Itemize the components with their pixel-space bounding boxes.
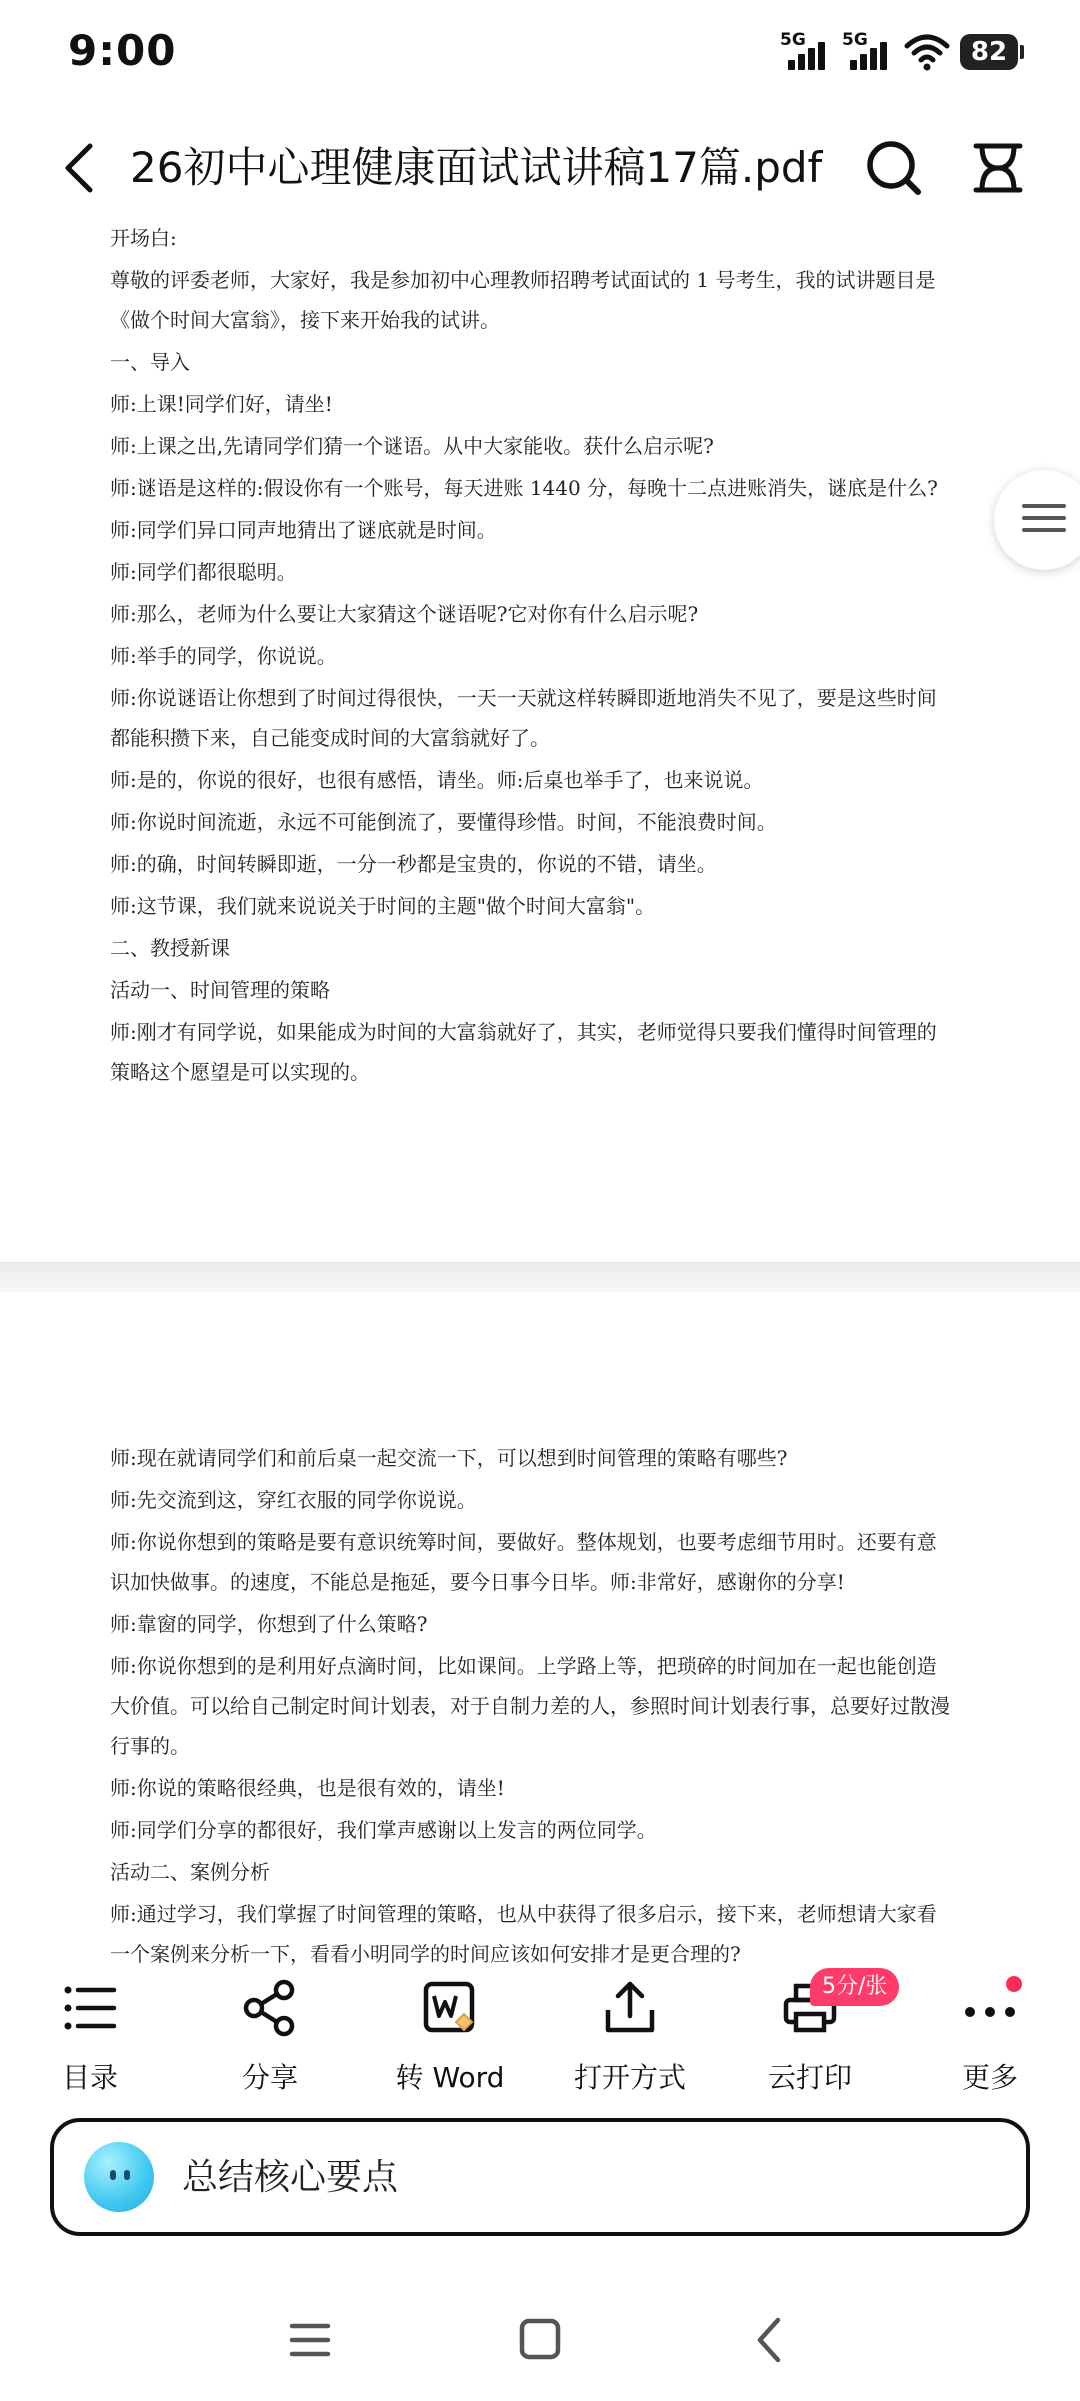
summarize-key-points-button[interactable] bbox=[50, 2118, 1030, 2236]
menu-lines-icon bbox=[1022, 504, 1066, 540]
toolbar-label: 分享 bbox=[241, 2061, 298, 2094]
system-nav-bar bbox=[0, 2290, 1080, 2390]
toolbar-contents-button[interactable] bbox=[0, 1960, 180, 2110]
network-type-label-2: 5G bbox=[842, 30, 868, 50]
status-time: 9:00 bbox=[68, 26, 177, 75]
search-icon[interactable] bbox=[862, 136, 926, 200]
paragraph: 师:你说谜语让你想到了时间过得很快，一天一天就这样转瞬即逝地消失不见了，要是这些时间都能积攒下来，自己能变成时间的大富翁就好了。 bbox=[110, 686, 937, 750]
paragraph: 师:你说你想到的是利用好点滴时间，比如课间。上学路上等，把琐碎的时间加在一起也能创造大价值。可以给自己制定时间计划表，对于自制力差的人，参照时间计划表行事，总要好过散漫行事的。 bbox=[110, 1654, 950, 1758]
cellular-signal-icon bbox=[780, 32, 832, 72]
paragraph: 尊敬的评委老师，大家好，我是参加初中心理教师招聘考试面试的 1 号考生，我的试讲题目是《做个时间大富翁》，接下来开始我的试讲。 bbox=[110, 268, 936, 332]
paragraph: 师:上课!同学们好，请坐! bbox=[110, 392, 333, 416]
network-type-label: 5G bbox=[780, 30, 806, 50]
paragraph: 师:你说时间流逝，永远不可能倒流了，要懂得珍惜。时间，不能浪费时间。 bbox=[110, 810, 777, 834]
paragraph: 活动一、时间管理的策略 bbox=[110, 978, 330, 1002]
status-indicators bbox=[780, 30, 1018, 74]
page-separator bbox=[0, 1262, 1080, 1292]
paragraph: 活动二、案例分析 bbox=[110, 1860, 270, 1884]
paragraph: 师:谜语是这样的:假设你有一个账号，每天进账 1440 分，每晚十二点进账消失，谜底是什么? bbox=[110, 476, 938, 500]
status-bar bbox=[0, 0, 1080, 110]
toolbar-label: 更多 bbox=[961, 2061, 1018, 2094]
paragraph: 师:是的，你说的很好，也很有感悟，请坐。师:后桌也举手了，也来说说。 bbox=[110, 768, 764, 792]
paragraph: 一、导入 bbox=[110, 350, 190, 374]
document-title: 26初中心理健康面试试讲稿17篇.pdf bbox=[130, 143, 823, 192]
paragraph: 师:这节课，我们就来说说关于时间的主题"做个时间大富翁"。 bbox=[110, 894, 656, 918]
cellular-signal-icon-2 bbox=[842, 32, 894, 72]
paragraph: 师:现在就请同学们和前后桌一起交流一下，可以想到时间管理的策略有哪些? bbox=[110, 1446, 788, 1470]
paragraph: 师:先交流到这，穿红衣服的同学你说说。 bbox=[110, 1488, 477, 1512]
print-price-badge: 5分/张 bbox=[810, 1968, 899, 2006]
list-icon bbox=[60, 1978, 120, 2038]
paragraph: 师:举手的同学，你说说。 bbox=[110, 644, 337, 668]
bottom-toolbar bbox=[0, 1960, 1080, 2110]
notification-dot bbox=[1006, 1976, 1022, 1992]
paragraph: 师:上课之出,先请同学们猜一个谜语。从中大家能收。获什么启示呢? bbox=[110, 434, 714, 458]
reading-mode-icon[interactable] bbox=[968, 138, 1028, 198]
toolbar-more-button[interactable] bbox=[900, 1960, 1080, 2110]
paragraph: 师:同学们都很聪明。 bbox=[110, 560, 297, 584]
battery-indicator: 82 bbox=[960, 34, 1018, 70]
paragraph: 师:通过学习，我们掌握了时间管理的策略，也从中获得了很多启示，接下来，老师想请大家看一个案例来分析一下，看看小明同学的时间应该如何安排才是更合理的? bbox=[110, 1902, 937, 1966]
side-menu-handle[interactable] bbox=[994, 470, 1080, 570]
home-icon[interactable] bbox=[510, 2312, 570, 2368]
pdf-page-2 bbox=[110, 1438, 950, 1976]
toolbar-convert-word-button[interactable] bbox=[360, 1960, 540, 2110]
recent-apps-icon[interactable] bbox=[280, 2312, 340, 2368]
paragraph: 师:同学们分享的都很好，我们掌声感谢以上发言的两位同学。 bbox=[110, 1818, 657, 1842]
paragraph: 师:你说你想到的策略是要有意识统筹时间，要做好。整体规划，也要考虑细节用时。还要有意识加快做事。的速度，不能总是拖延，要今日事今日毕。师:非常好，感谢你的分享! bbox=[110, 1530, 937, 1594]
wifi-icon bbox=[904, 32, 950, 72]
toolbar-label: 转 Word bbox=[395, 2061, 505, 2094]
paragraph: 师:那么，老师为什么要让大家猜这个谜语呢?它对你有什么启示呢? bbox=[110, 602, 699, 626]
paragraph: 二、教授新课 bbox=[110, 936, 230, 960]
nav-back-icon[interactable] bbox=[740, 2312, 800, 2368]
toolbar-label: 云打印 bbox=[767, 2061, 852, 2094]
paragraph: 师:你说的策略很经典，也是很有效的，请坐! bbox=[110, 1776, 505, 1800]
paragraph: 师:同学们异口同声地猜出了谜底就是时间。 bbox=[110, 518, 497, 542]
paragraph: 师:的确，时间转瞬即逝，一分一秒都是宝贵的，你说的不错，请坐。 bbox=[110, 852, 717, 876]
top-app-bar bbox=[0, 118, 1080, 218]
back-arrow-icon[interactable] bbox=[52, 138, 112, 198]
pdf-page-1 bbox=[110, 218, 950, 1094]
toolbar-share-button[interactable] bbox=[180, 1960, 360, 2110]
toolbar-open-with-button[interactable] bbox=[540, 1960, 720, 2110]
toolbar-label: 打开方式 bbox=[573, 2061, 686, 2094]
summary-label: 总结核心要点 bbox=[182, 2157, 399, 2198]
word-convert-icon bbox=[420, 1978, 480, 2038]
upload-icon bbox=[600, 1978, 660, 2038]
paragraph: 开场白: bbox=[110, 226, 177, 250]
paragraph: 师:刚才有同学说，如果能成为时间的大富翁就好了，其实，老师觉得只要我们懂得时间管理的策略这个愿望是可以实现的。 bbox=[110, 1020, 937, 1084]
assistant-avatar-icon bbox=[84, 2142, 154, 2212]
toolbar-label: 目录 bbox=[61, 2061, 118, 2094]
share-icon bbox=[240, 1978, 300, 2038]
paragraph: 师:靠窗的同学，你想到了什么策略? bbox=[110, 1612, 428, 1636]
